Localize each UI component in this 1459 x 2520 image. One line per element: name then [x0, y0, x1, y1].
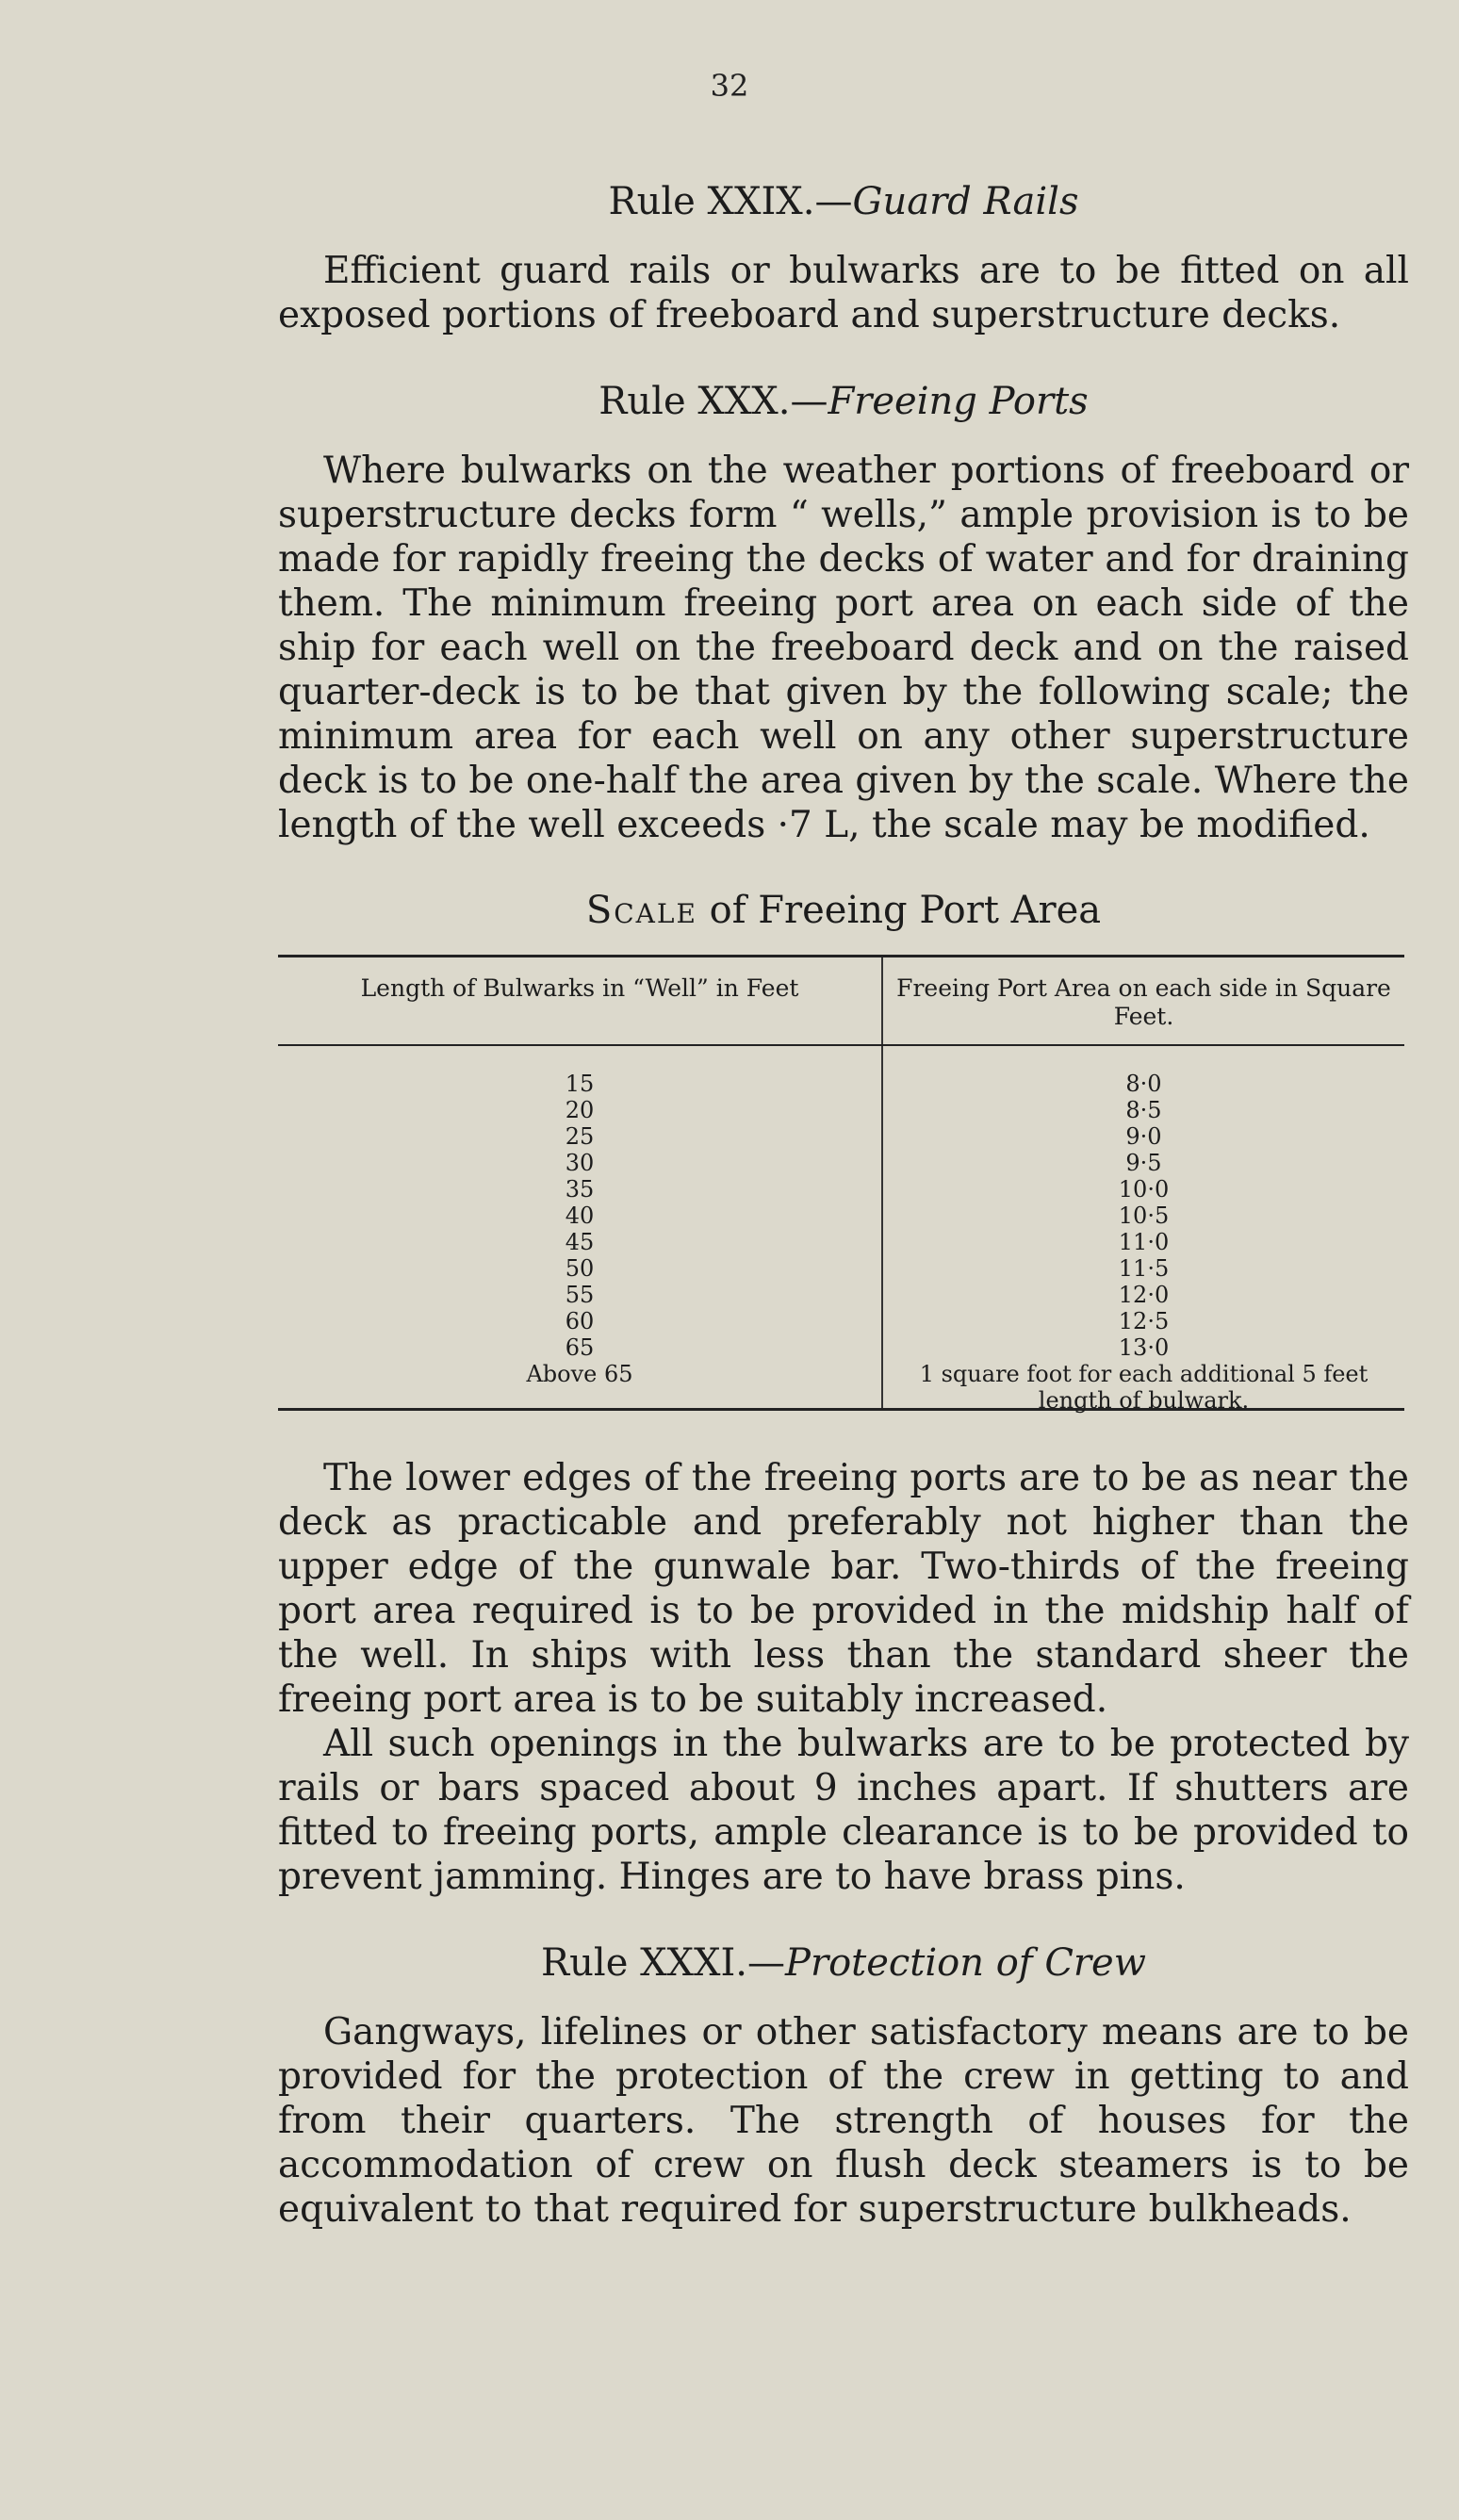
- length-cell: 45: [565, 1229, 595, 1255]
- length-cell: 40: [565, 1203, 595, 1229]
- scale-title-smallcaps: Scale: [585, 889, 697, 932]
- area-cell: 12·0: [1118, 1282, 1170, 1308]
- length-cell: Above 65: [526, 1361, 633, 1387]
- col-length-header: Length of Bulwarks in “Well” in Feet: [278, 957, 882, 1046]
- rule-31-heading: [278, 1940, 1409, 1986]
- scale-header-row: [278, 957, 1404, 1046]
- area-cell: 11·0: [1118, 1229, 1170, 1255]
- page-number: 32: [710, 68, 749, 104]
- length-cell: 55: [565, 1282, 595, 1308]
- rule-31-body: Gangways, lifelines or other satisfactory means are to be provided for the protection of the crew in getting to and from their quarters. The strength of houses for the accommodation of crew on flush deck steamers is to be equivalent to that required for superstructure bulkheads.: [278, 2011, 1409, 2231]
- length-cell: 20: [565, 1097, 595, 1123]
- rule-30-subtitle: Freeing Ports: [828, 380, 1089, 423]
- freeing-ports-para-2: All such openings in the bulwarks are to be protected by rails or bars spaced about 9 inches apart. If shutters are fitted to freeing ports, ample clearance is to be provided to prevent jamming. Hinges are to have brass pins.: [278, 1723, 1409, 1898]
- area-note: 1 square foot for each additional 5 feet length of bulwark.: [919, 1361, 1369, 1414]
- area-cell: 9·5: [1125, 1150, 1162, 1176]
- rule-30-body: Where bulwarks on the weather portions of freeboard or superstructure decks form “ wells,” ample provision is to be made for rapidly freeing the decks of water and for draining them. The minimum freeing port area on each side of the ship for each well on the freeboard deck and on the raised quarter-deck is to be that given by the following scale; the minimum area for each well on any other superstructure deck is to be one-half the area given by the scale. Where the length of the well exceeds ·7 L, the scale may be modified.: [278, 450, 1409, 846]
- length-column: [278, 1045, 882, 1410]
- rule-31-subtitle: Protection of Crew: [785, 1941, 1146, 1985]
- scale-title: [278, 889, 1409, 932]
- area-cell: 11·5: [1118, 1255, 1170, 1282]
- rule-31-section: [278, 1940, 1409, 2232]
- area-cell: 8·0: [1125, 1071, 1162, 1097]
- rule-30-section: [278, 379, 1409, 847]
- length-cell: 25: [565, 1123, 595, 1150]
- length-cell: 65: [565, 1334, 595, 1361]
- area-cell: 9·0: [1125, 1123, 1162, 1150]
- page-content: [278, 179, 1409, 2273]
- col-area-header: Freeing Port Area on each side in Square Feet.: [882, 957, 1404, 1046]
- length-cell: 15: [565, 1071, 595, 1097]
- length-cell: 30: [565, 1150, 595, 1176]
- rule-30-heading: [278, 379, 1409, 424]
- freeing-port-scale-table: [278, 955, 1404, 1414]
- length-cell: 35: [565, 1176, 595, 1203]
- area-cell: 10·5: [1118, 1203, 1170, 1229]
- rule-29-body: Efficient guard rails or bulwarks are to be fitted on all exposed portions of freeboard and superstructure decks.: [278, 250, 1409, 336]
- scale-title-rest: of Freeing Port Area: [697, 889, 1102, 932]
- area-cell: 12·5: [1118, 1308, 1170, 1334]
- rule-30-title: Rule XXX.—: [598, 380, 828, 423]
- length-cell: 60: [565, 1308, 595, 1334]
- freeing-ports-para-1: The lower edges of the freeing ports are to be as near the deck as practicable and preferably not higher than the upper edge of the gunwale bar. Two-thirds of the freeing port area required is to be provided in the midship half of the well. In ships with less than the standard sheer the freeing port area is to be suitably increased.: [278, 1457, 1409, 1721]
- freeing-ports-details: [278, 1456, 1409, 1899]
- rule-29-subtitle: Guard Rails: [852, 180, 1079, 223]
- length-cell: 50: [565, 1255, 595, 1282]
- area-column: [882, 1045, 1404, 1414]
- rule-31-title: Rule XXXI.—: [541, 1941, 786, 1985]
- scale-body-row: [278, 1045, 1404, 1410]
- area-cell: 10·0: [1118, 1176, 1170, 1203]
- rule-29-title: Rule XXIX.—: [608, 180, 853, 223]
- rule-29-heading: [278, 179, 1409, 224]
- rule-29-section: [278, 179, 1409, 337]
- area-cell: 13·0: [1118, 1334, 1170, 1361]
- area-cell: 8·5: [1125, 1097, 1162, 1123]
